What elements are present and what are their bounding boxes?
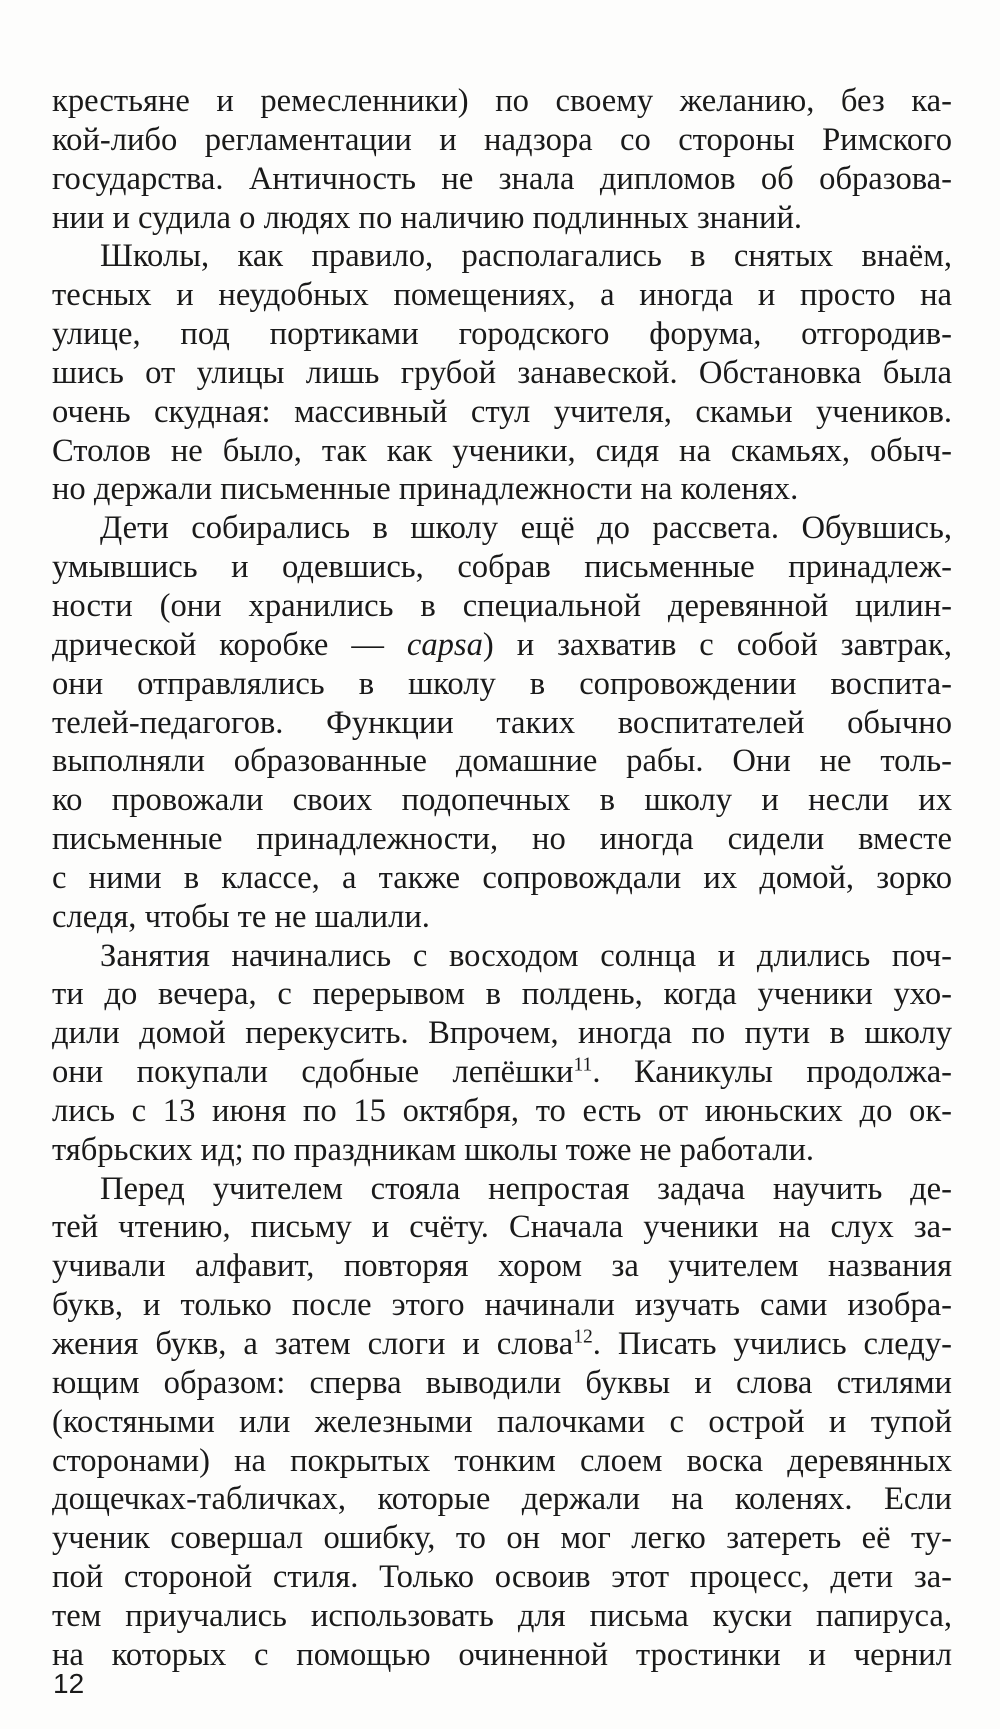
text-line: улице, под портиками городского форума, отгородив- [52,316,952,353]
line-text: жения букв, а затем слоги и слова [52,1326,574,1362]
text-line: учивали алфавит, повторяя хором за учителем названия [52,1248,952,1285]
text-line: телей-педагогов. Функции таких воспитателей обычно [52,704,952,741]
body-text [52,82,952,1675]
text-line: тябрьских ид; по праздникам школы тоже не работали. [52,1131,815,1168]
text-line [52,1325,952,1364]
text-line: следя, чтобы те не шалили. [52,898,430,935]
text-line: на которых с помощью очиненной тростинки и чернил [52,1636,952,1673]
text-line: ности (они хранились в специальной деревянной цилин- [52,587,952,624]
footnote-ref: 11 [573,1054,593,1076]
text-line [52,1053,952,1092]
line-text: . Каникулы продолжа- [592,1054,953,1091]
text-line: Столов не было, так как ученики, сидя на скамьях, обыч- [52,432,952,469]
footnote-ref: 12 [573,1326,593,1348]
text-line: Занятия начинались с восходом солнца и длились поч- [100,937,952,974]
latin-term: capsa [406,626,483,663]
text-line: с ними в классе, а также сопровождали их домой, зорко [52,859,952,896]
line-text: дрической коробке — [52,626,407,663]
text-line: (костяными или железными палочками с острой и тупой [52,1403,952,1440]
text-line: дили домой перекусить. Впрочем, иногда по пути в школу [52,1015,952,1052]
text-line: Школы, как правило, располагались в снятых внаём, [100,238,952,275]
text-line: государства. Античность не знала дипломов об образова- [52,160,952,197]
text-line [52,626,952,665]
text-line: дощечках-табличках, которые держали на коленях. Если [52,1481,952,1518]
text-line: нии и судила о людях по наличию подлинных знаний. [52,199,803,236]
text-line: шись от улицы лишь грубой занавеской. Обстановка была [52,354,952,391]
text-line: тем приучались использовать для письма куски папируса, [52,1597,952,1634]
text-line: выполняли образованные домашние рабы. Они не толь- [52,743,952,780]
text-line: ко провожали своих подопечных в школу и несли их [52,782,952,819]
line-text: ) и захватив с собой завтрак, [482,626,952,663]
text-line: ти до вечера, с перерывом в полдень, когда ученики ухо- [52,976,952,1013]
text-line: очень скудная: массивный стул учителя, скамьи учеников. [52,393,952,430]
page-number: 12 [53,1668,85,1699]
text-line: тей чтению, письму и счёту. Сначала ученики на слух за- [52,1209,952,1246]
text-line: сторонами) на покрытых тонким слоем воска деревянных [52,1442,952,1479]
text-line: тесных и неудобных помещениях, а иногда и просто на [52,277,952,314]
text-line: кой-либо регламентации и надзора со стороны Римского [52,121,952,158]
text-line: букв, и только после этого начинали изучать сами изобра- [52,1287,952,1324]
text-line: они отправлялись в школу в сопровождении воспита- [52,665,952,702]
text-line: крестьяне и ремесленники) по своему желанию, без ка- [52,83,952,119]
line-text: . Писать учились следу- [592,1326,953,1362]
text-line: пой стороной стиля. Только освоив этот процесс, дети за- [52,1559,952,1596]
text-line: ученик совершал ошибку, то он мог легко затереть её ту- [52,1520,952,1557]
text-line: Дети собирались в школу ещё до рассвета. Обувшись, [100,510,952,547]
line-text: они покупали сдобные лепёшки [52,1054,574,1091]
text-line: ющим образом: сперва выводили буквы и слова стилями [52,1364,952,1401]
text-line: Перед учителем стояла непростая задача научить де- [100,1170,952,1207]
text-line: умывшись и одевшись, собрав письменные принадлеж- [52,549,952,586]
text-line: письменные принадлежности, но иногда сидели вместе [52,821,952,858]
text-line: лись с 13 июня по 15 октября, то есть от июньских до ок- [52,1092,952,1129]
text-line: но держали письменные принадлежности на коленях. [52,471,799,508]
